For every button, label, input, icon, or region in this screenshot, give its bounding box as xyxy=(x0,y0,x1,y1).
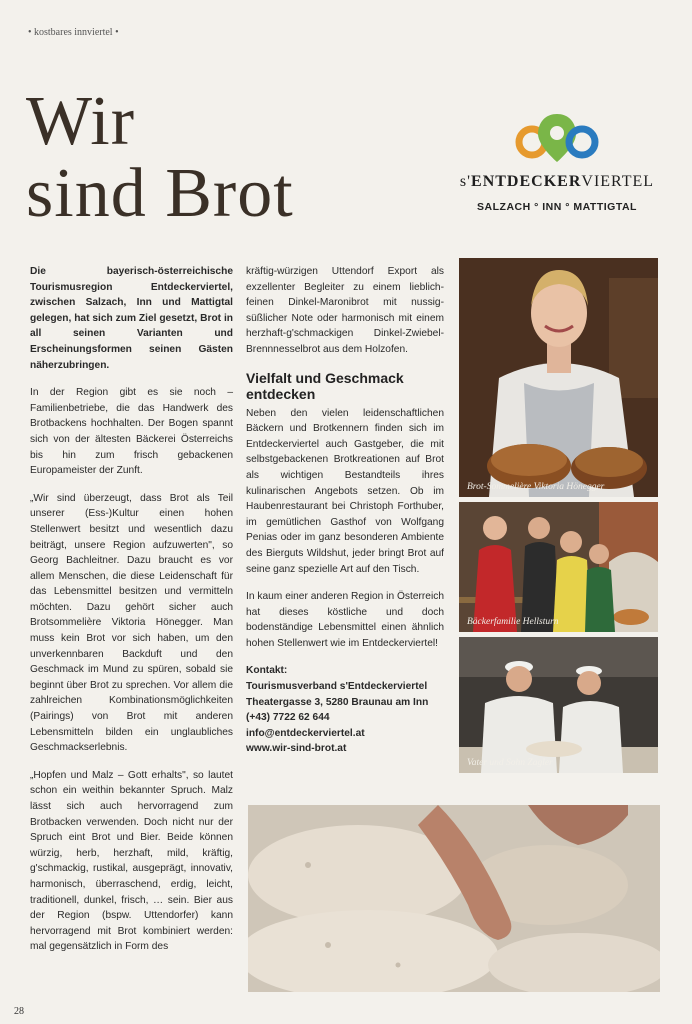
contact-address: Theatergasse 3, 5280 Braunau am Inn xyxy=(246,696,429,708)
column-2 xyxy=(246,264,444,757)
paragraph: „Wir sind überzeugt, dass Brot als Teil unserer (Ess-)Kultur einen hohen Stellenwert besitzt und wesentlich dazu beiträgt, unsere Region aufzuwerten", so Georg Bachleitner. Dazu braucht es vor allem Menschen, die diese Leidenschaft für das Lebensmittel besitzen und vermitteln möchten. Dazu gehört sicher auch Brotsommelière Viktoria Hönegger. Man muss kein Brot vor sich haben, um den unverkennbaren Backduft und den Geschmack im Mund zu spüren, sobald sie beginnt über Brot zu sprechen. Vor allem die zahlreichen Kombinationsmöglichkeiten (Pairings) von Brot mit anderen Lebensmitteln bilden ein unglaubliches Geschmackserlebnis. xyxy=(30,492,233,754)
entdeckerviertel-logo xyxy=(452,110,662,220)
logo-subtitle: SALZACH ° INN ° MATTIGTAL xyxy=(477,201,637,213)
paragraph: kräftig-würzigen Uttendorf Export als exzellenter Begleiter zu einem lieblich-feinen Dinkel-Maronibrot mit nussig-süßlicher Note oder harmonisch mit einem herzhaft-g'schmackigen Dinkel-Zwiebel-Brennnesselbrot aus dem Holzofen. xyxy=(246,266,444,355)
photo-caption: Vater und Sohn Zagler xyxy=(467,758,553,768)
dough-illustration xyxy=(248,805,660,992)
page-number: 28 xyxy=(14,1006,24,1017)
subheading: Vielfalt und Geschmack entdecken xyxy=(246,369,404,402)
headline-line-2: sind Brot xyxy=(26,155,294,232)
photo-sommeliere xyxy=(459,258,658,497)
photo-baeckerfamilie xyxy=(459,502,658,632)
photo-zagler xyxy=(459,637,658,773)
headline xyxy=(26,83,294,232)
paragraph: Neben den vielen leidenschaftlichen Bäckern und Brotkennern finden sich im Entdeckerviertel auch Gastgeber, die mit selbstgebackenen Brotkreationen auf Brot als wichtigen Bestandteils ihres kulinarischen Angebots setzen. Ob im Haubenrestaurant bei Christoph Forthuber, im gemütlichen Gasthof von Wolfgang Penias oder im ganz besonderen Ambiente des Bierguts Wildshut, jeder bringt Brot auf seine ganz spezielle Art auf den Tisch. xyxy=(246,407,444,575)
photo-caption: Bäckerfamilie Hellsturn xyxy=(467,617,559,627)
column-1 xyxy=(30,264,233,967)
headline-line-1: Wir xyxy=(26,83,136,160)
zagler-illustration xyxy=(459,637,658,773)
paragraph: In kaum einer anderen Region in Österreich hat dieses köstliche und doch bodenständige Lebensmittel einen ähnlich hohen Stellenwert wie im Entdeckerviertel! xyxy=(246,591,444,649)
contact-email[interactable]: info@entdeckerviertel.at xyxy=(246,727,365,739)
baeckerfamilie-illustration xyxy=(459,502,658,632)
photo-caption: Brot-Sommelière Viktoria Hönegger xyxy=(467,482,605,492)
contact-web[interactable]: www.wir-sind-brot.at xyxy=(246,743,347,755)
location-pins-icon xyxy=(452,110,662,170)
paragraph: „Hopfen und Malz – Gott erhalts", so lautet schon ein weithin bekannter Spruch. Malz lässt sich auch hervorragend zum Brotbacken verwenden. Doch nicht nur der Spruch eint Brot und Bier. Beide können würzig, herb, herzhaft, mild, kräftig, g'schmackig, rustikal, ausgeprägt, innovativ, harmonisch, überraschend, erdig, leicht, traditionell, dunkel, frisch, … sein. Bier aus der Region (bspw. Uttendorfer) kann hervorragend mit Brot kombiniert werden: mal gegensätzlich in Form des xyxy=(30,769,233,953)
logo-brand: s'ENTDECKERVIERTEL xyxy=(459,173,655,190)
contact-org: Tourismusverband s'Entdeckerviertel xyxy=(246,681,428,693)
sommeliere-illustration xyxy=(459,258,658,497)
contact-phone: (+43) 7722 62 644 xyxy=(246,712,330,724)
contact-label: Kontakt: xyxy=(246,665,288,677)
contact-block xyxy=(246,663,444,757)
lead-paragraph: Die bayerisch-österreichische Tourismusregion Entdeckerviertel, zwischen Salzach, Inn und Mattigtal gelegen, hat sich zum Ziel gesetzt, Brot in all seinen Varianten und Erscheinungsformen seinen Gästen näherzubringen. xyxy=(30,266,233,371)
kicker: • kostbares innviertel • xyxy=(28,27,119,38)
paragraph: In der Region gibt es sie noch – Familienbetriebe, die das Handwerk des Brotbackens hochhalten. Der Bogen spannt sich von der ältesten Bäckerei Österreichs bis hin zum frisch gebackenen Europameister der Zunft. xyxy=(30,387,233,477)
photo-dough xyxy=(248,805,660,992)
